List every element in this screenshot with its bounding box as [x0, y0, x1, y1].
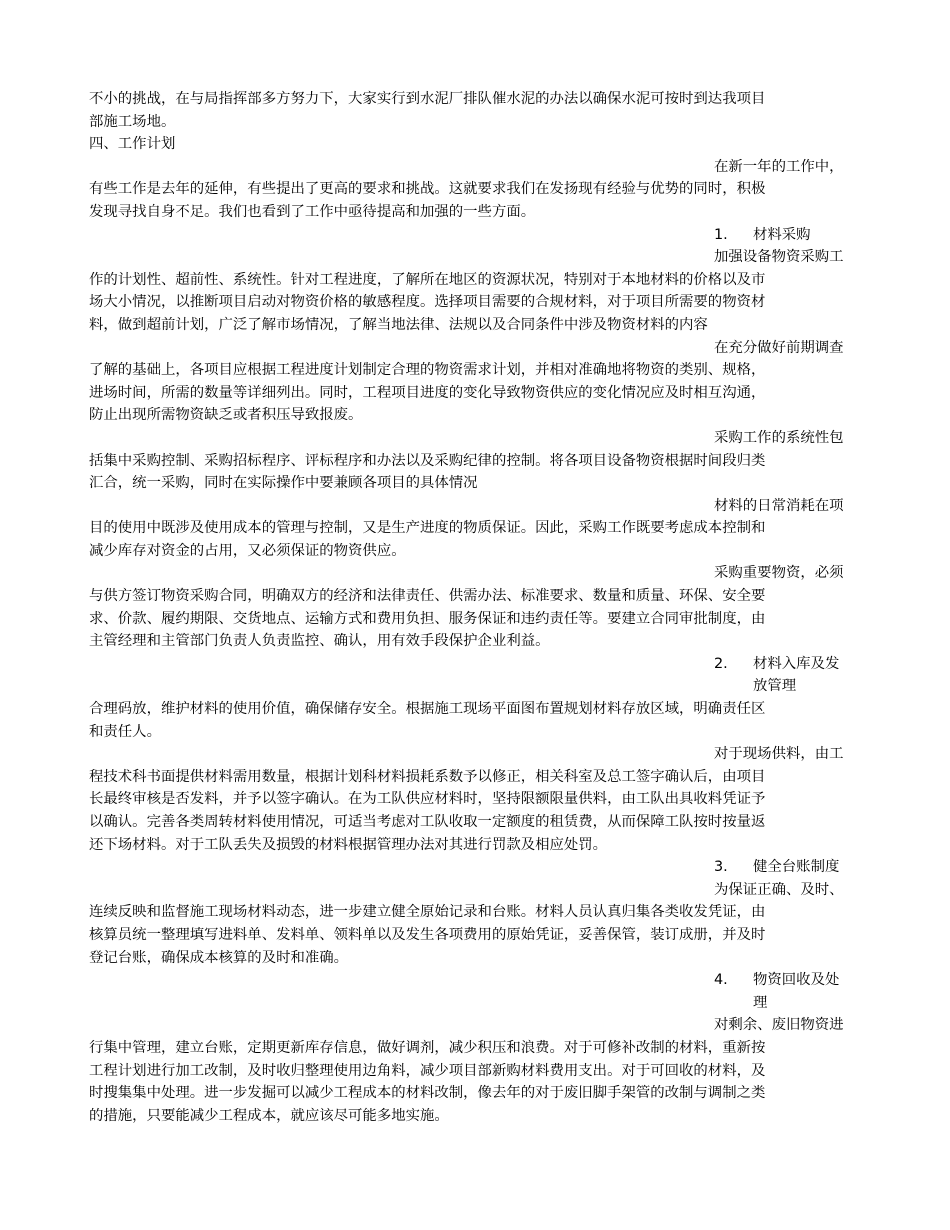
text-row	[89, 630, 861, 653]
paragraph-line: 场大小情况，以推断项目启动对物资价格的敏感程度。选择项目需要的合规材料，对于项目所需要的物资材	[89, 294, 766, 311]
paragraph-start: 对于现场供料，由工	[714, 746, 844, 763]
paragraph-start: 材料的日常消耗在项	[714, 497, 844, 514]
text-row	[89, 608, 861, 631]
text-row	[89, 314, 861, 337]
text-row	[89, 359, 861, 382]
text-row	[89, 337, 861, 360]
text-row	[89, 879, 861, 902]
text-row	[89, 1082, 861, 1105]
text-row	[89, 766, 861, 789]
paragraph-line: 了解的基础上，各项目应根据工程进度计划制定合理的物资需求计划，并相对准确地将物资的类别、规格，	[89, 362, 766, 379]
item-heading-continued: 放管理	[753, 678, 797, 695]
paragraph-line: 连续反映和监督施工现场材料动态，进一步建立健全原始记录和台账。材料人员认真归集各类收发凭证，由	[89, 904, 766, 921]
item-number: 1.	[714, 226, 728, 243]
paragraph-line: 部施工场地。	[89, 113, 176, 130]
text-row	[89, 562, 861, 585]
paragraph-start: 加强设备物资采购工	[714, 249, 844, 266]
section-heading: 四、工作计划	[89, 136, 176, 153]
text-row	[89, 969, 861, 992]
text-row	[89, 111, 861, 134]
text-row	[89, 1105, 861, 1128]
paragraph-line: 减少库存对资金的占用，又必须保证的物资供应。	[89, 542, 406, 559]
paragraph-line: 程技术科书面提供材料需用数量，根据计划科材料损耗系数予以修正，相关科室及总工签字确认后，由项目	[89, 768, 766, 785]
paragraph-line: 汇合，统一采购，同时在实际操作中要兼顾各项目的具体情况	[89, 475, 478, 492]
paragraph-line: 求、价款、履约期限、交货地点、运输方式和费用负担、服务保证和违约责任等。要建立合同审批制度，由	[89, 610, 766, 627]
paragraph-line: 以确认。完善各类周转材料使用情况，可适当考虑对工队收取一定额度的租赁费，从而保障工队按时按量返	[89, 814, 766, 830]
text-row	[89, 517, 861, 540]
text-row	[89, 856, 861, 879]
paragraph-line: 还下场材料。对于工队丢失及损毁的材料根据管理办法对其进行罚款及相应处罚。	[89, 836, 608, 853]
paragraph-line: 料，做到超前计划，广泛了解市场情况，了解当地法律、法规以及合同条件中涉及物资材料的内容	[89, 316, 708, 333]
paragraph-line: 和责任人。	[89, 723, 161, 740]
text-row	[89, 472, 861, 495]
paragraph-line: 的措施，只要能减少工程成本，就应该尽可能多地实施。	[89, 1107, 449, 1124]
text-row	[89, 450, 861, 473]
text-row	[89, 811, 861, 834]
paragraph-line: 有些工作是去年的延伸，有些提出了更高的要求和挑战。这就要求我们在发扬现有经验与优势的同时，积极	[89, 181, 766, 198]
text-row	[89, 901, 861, 924]
text-row	[89, 698, 861, 721]
paragraph-line: 登记台账，确保成本核算的及时和准确。	[89, 949, 349, 966]
text-row	[89, 743, 861, 766]
text-row	[89, 1060, 861, 1083]
text-row	[89, 721, 861, 744]
text-row	[89, 653, 861, 676]
text-row	[89, 675, 861, 698]
text-row	[89, 1037, 861, 1060]
paragraph-line: 括集中采购控制、采购招标程序、评标程序和办法以及采购纪律的控制。将各项目设备物资根据时间段归类	[89, 452, 766, 469]
text-row	[89, 1014, 861, 1037]
text-row	[89, 156, 861, 179]
text-row	[89, 224, 861, 247]
paragraph-line: 与供方签订物资采购合同，明确双方的经济和法律责任、供需办法、标准要求、数量和质量、环保、安全要	[89, 588, 766, 605]
paragraph-line: 不小的挑战，在与局指挥部多方努力下，大家实行到水泥厂排队催水泥的办法以确保水泥可按时到达我项目	[89, 91, 766, 107]
text-row	[89, 947, 861, 970]
text-row	[89, 382, 861, 405]
item-number: 2.	[714, 655, 728, 672]
paragraph-line: 主管经理和主管部门负责人负责监控、确认，用有效手段保护企业利益。	[89, 633, 550, 650]
paragraph-start: 对剩余、废旧物资进	[714, 1017, 844, 1034]
paragraph-line: 合理码放，维护材料的使用价值，确保储存安全。根据施工现场平面图布置规划材料存放区域，明确责任区	[89, 701, 766, 718]
text-row	[89, 585, 861, 608]
text-row	[89, 246, 861, 269]
paragraph-line: 发现寻找自身不足。我们也看到了工作中亟待提高和加强的一些方面。	[89, 203, 536, 220]
text-row	[89, 291, 861, 314]
paragraph-line: 时搜集集中处理。进一步发掘可以减少工程成本的材料改制，像去年的对于废旧脚手架管的改制与调制之类	[89, 1085, 766, 1102]
item-heading: 健全台账制度	[753, 859, 840, 876]
paragraph-line: 目的使用中既涉及使用成本的管理与控制，又是生产进度的物质保证。因此，采购工作既要考虑成本控制和	[89, 520, 766, 537]
item-heading-continued: 理	[753, 994, 768, 1011]
paragraph-line: 防止出现所需物资缺乏或者积压导致报废。	[89, 407, 363, 424]
paragraph-start: 在充分做好前期调查	[714, 339, 844, 356]
text-row	[89, 834, 861, 857]
paragraph-start: 采购工作的系统性包	[714, 429, 844, 446]
paragraph-line: 作的计划性、超前性、系统性。针对工程进度，了解所在地区的资源状况，特别对于本地材料的价格以及市	[89, 271, 766, 288]
text-row	[89, 133, 861, 156]
paragraph-line: 长最终审核是否发料，并予以签字确认。在为工队供应材料时，坚持限额限量供料，由工队出具收料凭证予	[89, 791, 766, 808]
text-row	[89, 495, 861, 518]
item-heading: 材料入库及发	[753, 655, 840, 672]
text-row	[89, 924, 861, 947]
text-row	[89, 178, 861, 201]
paragraph-line: 进场时间，所需的数量等详细列出。同时，工程项目进度的变化导致物资供应的变化情况应及时相互沟通，	[89, 384, 766, 401]
item-heading: 物资回收及处	[753, 972, 840, 989]
paragraph-line: 行集中管理，建立台账，定期更新库存信息，做好调剂，减少积压和浪费。对于可修补改制的材料，重新按	[89, 1039, 766, 1056]
paragraph-start: 采购重要物资，必须	[714, 565, 844, 582]
text-row	[89, 427, 861, 450]
text-row	[89, 540, 861, 563]
text-row	[89, 788, 861, 811]
text-row	[89, 992, 861, 1015]
paragraph-start: 在新一年的工作中，	[714, 158, 844, 175]
item-number: 3.	[714, 859, 728, 876]
item-heading: 材料采购	[753, 226, 811, 243]
paragraph-line: 核算员统一整理填写进料单、发料单、领料单以及发生各项费用的原始凭证，妥善保管，装订成册，并及时	[89, 926, 766, 943]
body-text	[89, 88, 861, 1127]
text-row	[89, 88, 861, 111]
paragraph-line: 工程计划进行加工改制，及时收归整理使用边角料，减少项目部新购材料费用支出。对于可回收的材料，及	[89, 1062, 766, 1079]
text-row	[89, 201, 861, 224]
paragraph-start: 为保证正确、及时、	[714, 881, 844, 898]
text-row	[89, 269, 861, 292]
text-row	[89, 404, 861, 427]
item-number: 4.	[714, 972, 728, 989]
